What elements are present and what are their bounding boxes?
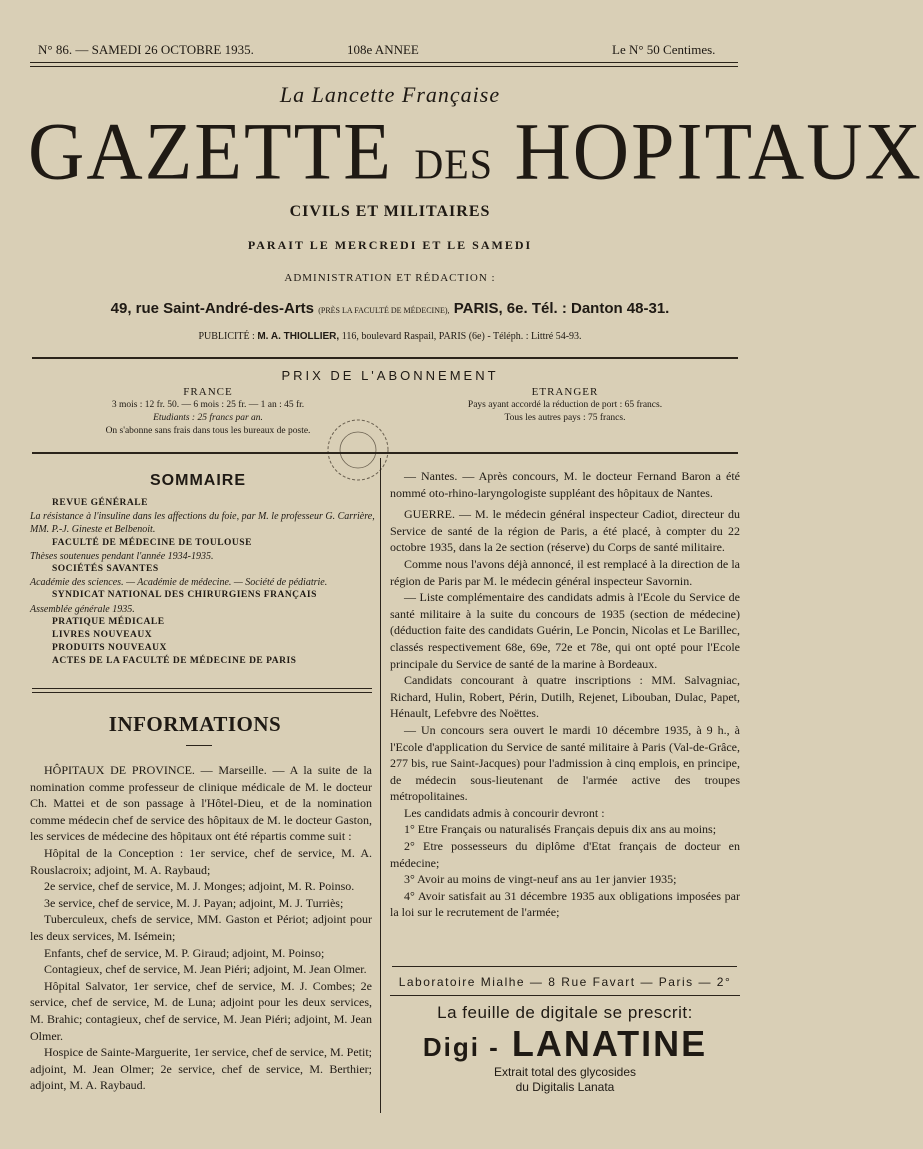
ad-rule	[390, 995, 740, 996]
paragraph: 2e service, chef de service, M. J. Monges; adjoint, M. R. Poinso.	[44, 879, 355, 894]
masthead-part2: HOPITAUX	[514, 104, 923, 197]
sommaire-item: LIVRES NOUVEAUX	[52, 630, 153, 641]
france-line1: 3 mois : 12 fr. 50. — 6 mois : 25 fr. — 1 an : 45 fr.	[111, 400, 305, 410]
paragraph: HÔPITAUX DE PROVINCE. — Marseille. — A la suite de la nomination comme professeur de clinique médicale de M. le docteur Ch. Mattei et de son passage à l'Hôtel-Dieu, et de la nomination comme médecin chef de service des hôpitaux de M. le docteur Gaston, les services de médecine des hôpitaux ont été répartis comme suit :	[30, 763, 372, 844]
paragraph: Comme nous l'avons déjà annoncé, il est remplacé à la direction de la région de Paris par M. le médecin général inspecteur Savornin.	[390, 556, 740, 588]
left-column	[30, 762, 372, 1094]
publicite-line	[0, 331, 780, 342]
masthead	[28, 104, 923, 197]
sommaire-divider-2	[32, 692, 372, 693]
paragraph: Contagieux, chef de service, M. Jean Piéri; adjoint, M. Jean Olmer.	[44, 962, 367, 977]
publicite-name: M. A. THIOLLIER,	[257, 331, 340, 342]
ad-brand-a: Digi -	[422, 1032, 500, 1062]
paragraph: 4° Avoir satisfait au 31 décembre 1935 aux obligations imposées par la loi sur le recrutement de l'armée;	[390, 888, 740, 920]
france-line2: Etudiants : 25 francs par an.	[153, 413, 263, 423]
masthead-part1: GAZETTE	[28, 104, 393, 197]
sommaire-item: La résistance à l'insuline dans les affections du foie, par M. le professeur G. Carrière, MM. P.-J. Gineste et Belbenoit.	[30, 511, 375, 536]
paragraph: — Nantes. — Après concours, M. le docteur Fernand Baron a été nommé oto-rhino-laryngologiste suppléant des hôpitaux de Nantes.	[390, 469, 740, 500]
sommaire-item: ACTES DE LA FACULTÉ DE MÉDECINE DE PARIS	[52, 656, 297, 667]
address-line	[0, 300, 780, 317]
sommaire-item: Assemblée générale 1935.	[30, 603, 135, 615]
paragraph: 3° Avoir au moins de vingt-neuf ans au 1er janvier 1935;	[404, 872, 677, 887]
prix-divider	[32, 357, 738, 359]
paragraph: Hôpital de la Conception : 1er service, chef de service, M. A. Rouslacroix; adjoint, M. A. Raybaud;	[30, 845, 372, 877]
address-city: PARIS, 6e.	[453, 300, 528, 317]
prix-title: PRIX DE L'ABONNEMENT	[281, 368, 499, 383]
ad-laboratory: Laboratoire Mialhe — 8 Rue Favart — Paris — 2°	[398, 975, 732, 989]
paragraph: Les candidats admis à concourir devront :	[404, 805, 605, 820]
etranger-head: ETRANGER	[531, 386, 599, 398]
publicite-rest: 116, boulevard Raspail, PARIS (6e) - Téléph. : Littré 54-93.	[341, 331, 582, 342]
publicite-label: PUBLICITÉ :	[198, 331, 255, 342]
paragraph: — Un concours sera ouvert le mardi 10 décembre 1935, à 9 h., à l'Ecole d'application du Service de santé militaire à Paris (Val-de-Grâce, 277 bis, rue Saint-Jacques) pour l'admission à cinq emplois, en principe, de médecin sous-lieutenant de l'armée active des troupes métropolitaines.	[390, 722, 740, 804]
etranger-line2: Tous les autres pays : 75 francs.	[504, 413, 626, 423]
sommaire-item: FACULTÉ DE MÉDECINE DE TOULOUSE	[52, 537, 252, 548]
etranger-line1: Pays ayant accordé la réduction de port : 65 francs.	[467, 400, 663, 410]
publication-days: PARAIT LE MERCREDI ET LE SAMEDI	[247, 238, 533, 252]
right-column	[390, 468, 740, 921]
france-rates	[58, 386, 358, 438]
column-divider	[380, 458, 381, 1113]
year-label: 108e ANNEE	[347, 42, 419, 57]
ad-brand-b: LANATINE	[511, 1023, 708, 1064]
civils-militaires: CIVILS ET MILITAIRES	[289, 203, 491, 220]
ad-tagline: La feuille de digitale se prescrit:	[437, 1003, 693, 1022]
paragraph: — Liste complémentaire des candidats admis à l'Ecole du Service de santé militaire à la suite du concours de 1935 (section de médecine) (déduction faite des candidats Guérin, Le Poncin, Nicolas et Le Barillec, classés respectivement 68e, 69e, 72e et 78e, qui ont opté pour l'Ecole principale du Service de santé de la marine à Bordeaux.	[390, 590, 740, 671]
address-near: (PRÈS LA FACULTÉ DE MÉDECINE),	[318, 306, 450, 315]
sommaire-item: PRODUITS NOUVEAUX	[52, 643, 167, 654]
paragraph: GUERRE. — M. le médecin général inspecteur Cadiot, directeur du Service de santé de la région de Paris, a été placé, à compter du 22 octobre 1935, dans la 2e section (réserve) du Corps de santé militaire.	[390, 507, 740, 555]
ad-desc-1: Extrait total des glycosides	[493, 1065, 637, 1079]
ad-divider	[392, 966, 737, 967]
france-head: FRANCE	[183, 386, 233, 398]
paragraph: Enfants, chef de service, M. P. Giraud; adjoint, M. Poinso;	[44, 945, 325, 960]
paragraph: Hôpital Salvator, 1er service, chef de service, M. J. Combes; 2e service, chef de service, M. de Luna; adjoint pour les deux services, M. Brahic; contagieux, chef de service, M. Jean Piéri; adjoint, M. Jean Olmer.	[30, 978, 372, 1043]
sommaire-item: SOCIÉTÉS SAVANTES	[52, 564, 159, 575]
header-divider-2	[30, 66, 738, 67]
etranger-rates	[440, 386, 690, 425]
subtitle: La Lancette Française	[279, 82, 501, 107]
sommaire-item: REVUE GÉNÉRALE	[52, 498, 148, 508]
address-tel: Tél. : Danton 48-31.	[531, 300, 670, 317]
paragraph: 2° Etre possesseurs du diplôme d'Etat français de docteur en médecine;	[390, 839, 740, 870]
masthead-des: DES	[414, 140, 493, 188]
sommaire-item: Thèses soutenues pendant l'année 1934-1935.	[30, 550, 214, 562]
france-line3: On s'abonne sans frais dans tous les bureaux de poste.	[105, 426, 311, 436]
informations-title: INFORMATIONS	[108, 712, 282, 736]
paragraph: 3e service, chef de service, M. J. Payan; adjoint, M. J. Turriès;	[44, 895, 344, 910]
advertisement	[385, 975, 745, 1105]
body-divider	[32, 452, 738, 454]
sommaire-item: Académie des sciences. — Académie de médecine. — Société de pédiatrie.	[30, 577, 328, 589]
header-divider	[30, 62, 738, 63]
sommaire-item: SYNDICAT NATIONAL DES CHIRURGIENS FRANÇAIS	[52, 590, 317, 601]
library-stamp-icon	[318, 405, 398, 495]
paragraph: 1° Etre Français ou naturalisés Français depuis dix ans au moins;	[404, 822, 717, 837]
paragraph: Candidats concourant à quatre inscriptions : MM. Salvagniac, Richard, Hulin, Robert, Périn, Dutilh, Rejenet, Libouban, Dulac, Papet, Hénault, Lefebvre des Noëttes.	[390, 673, 740, 721]
paragraph: Hospice de Sainte-Marguerite, 1er service, chef de service, M. Petit; adjoint, M. Jean Olmer; 2e service, chef de service, M. Berthier; adjoint, M. A. Raybaud.	[30, 1045, 372, 1093]
ad-description	[385, 1065, 745, 1095]
ad-desc-2: du Digitalis Lanata	[515, 1080, 615, 1094]
admin-heading: ADMINISTRATION ET RÉDACTION :	[284, 272, 496, 284]
sommaire-title: SOMMAIRE	[150, 472, 246, 489]
issue-number: N° 86. — SAMEDI 26 OCTOBRE 1935.	[38, 42, 254, 57]
paragraph: Tuberculeux, chefs de service, MM. Gaston et Périot; adjoint pour les deux services, M. Isémein;	[30, 912, 372, 943]
informations-underline	[186, 745, 212, 746]
ad-brand	[385, 1023, 745, 1065]
price-label: Le N° 50 Centimes.	[612, 42, 716, 57]
sommaire-item: PRATIQUE MÉDICALE	[52, 616, 165, 627]
sommaire-list	[30, 497, 375, 669]
address-street: 49, rue Saint-André-des-Arts	[110, 300, 315, 317]
sommaire-divider	[32, 688, 372, 689]
